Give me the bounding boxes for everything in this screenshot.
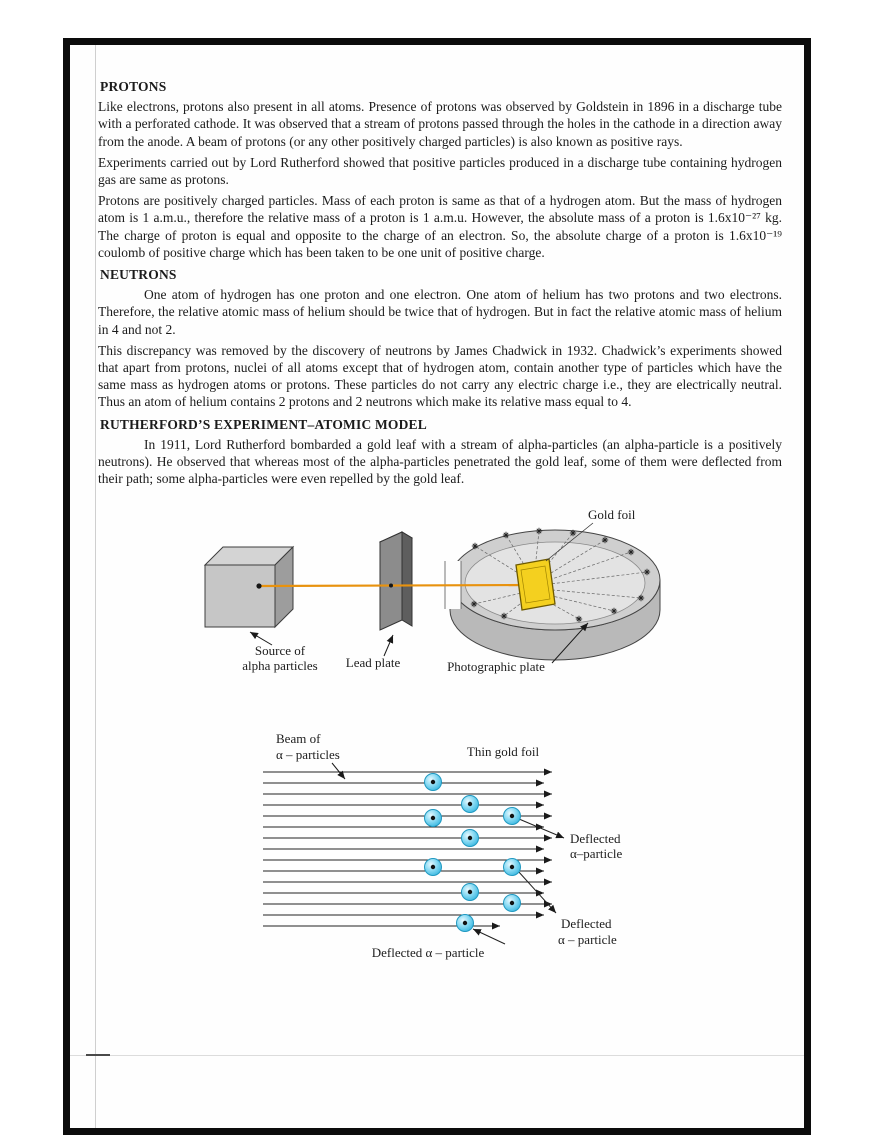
paragraph-protons-2: Experiments carried out by Lord Rutherford showed that positive particles produced in a discharge tube containing hydrogen gas are same as protons. bbox=[98, 154, 782, 188]
heading-protons: PROTONS bbox=[100, 79, 167, 94]
gold-foil-label: Gold foil bbox=[588, 507, 636, 523]
paragraph-protons-3: Protons are positively charged particles. Mass of each proton is same as that of a hydrogen atom. But the mass of hydrogen atom is 1 a.m.u., therefore the relative mass of a proton is 1 a.m.u. However, the absolute mass of a proton is 1.6x10⁻²⁷ kg. The charge of proton is equal and opposite to the charge of an electron. So, the absolute charge of a proton is 1.6x10⁻¹⁹ coulomb of positive charge which has been taken to be one unit of positive charge. bbox=[98, 193, 782, 260]
gold-foil-scattering-diagram bbox=[260, 727, 660, 967]
heading-neutrons: NEUTRONS bbox=[100, 267, 177, 283]
paragraph-neutrons-2: This discrepancy was removed by the discovery of neutrons by James Chadwick in 1932. Chadwick’s experiments showed that apart from protons, nuclei of all atoms except that of hydrogen atom, contain another type of particles which have the same mass as hydrogen atoms or protons. These particles do not carry any electric charge i.e., they are electrically neutral. Thus an atom of helium contains 2 protons and 2 neutrons which make its relative mass equal to 4. bbox=[98, 342, 782, 410]
alpha-beam-line bbox=[259, 585, 532, 586]
footer-tick bbox=[86, 1054, 110, 1056]
source-aperture-dot bbox=[256, 584, 261, 589]
beam-label-line2: α – particles bbox=[276, 746, 340, 762]
photographic-plate-label: Photographic plate bbox=[447, 659, 545, 675]
deflected-label-bottom: Deflected α – particle bbox=[371, 944, 485, 960]
heading-rutherford-experiment: RUTHERFORD’S EXPERIMENT–ATOMIC MODEL bbox=[100, 416, 427, 432]
lead-plate-label: Lead plate bbox=[345, 655, 401, 671]
gold-foil-shape bbox=[516, 559, 555, 610]
deflected-label-2-line1: Deflected bbox=[561, 915, 612, 931]
deflected-label-1-line2: α–particle bbox=[570, 845, 623, 861]
paragraph-neutrons-1: One atom of hydrogen has one proton and one electron. One atom of helium has two protons and two electrons. Therefore, the relative atomic mass of helium should be twice that of hydrogen. But in fact the relative atomic mass of helium in 4 and not 2. bbox=[98, 287, 782, 337]
deflected-label-1-line1: Deflected bbox=[570, 830, 621, 846]
lead-plate-shape bbox=[380, 532, 412, 630]
figure-gold-foil-scattering bbox=[260, 727, 782, 971]
gold-atoms bbox=[425, 773, 521, 931]
lead-plate-slit-dot bbox=[389, 584, 393, 588]
textbook-page-content bbox=[98, 73, 782, 971]
footer-rule bbox=[70, 1055, 804, 1056]
paragraph-rutherford-1: In 1911, Lord Rutherford bombarded a gold leaf with a stream of alpha-particles (an alpha-particle is a positively neutrons). He observed that whereas most of the alpha-particles penetrated the gold leaf, some of them were deflected from their path; some alpha-particles were even repelled by the gold leaf. bbox=[98, 436, 782, 487]
margin-line bbox=[95, 45, 96, 1128]
source-label-line1: Source of bbox=[254, 643, 306, 659]
paragraph-protons-1: Like electrons, protons also present in all atoms. Presence of protons was observed by Goldstein in 1896 in a discharge tube with a perforated cathode. It was observed that a stream of protons passed through the holes in the cathode in a direction away from the anode. A beam of protons (or any other positively charged particles) is also known as positive rays. bbox=[98, 99, 782, 149]
figure-rutherford-apparatus bbox=[160, 505, 782, 684]
source-label-line2: alpha particles bbox=[242, 658, 318, 674]
rutherford-apparatus-diagram bbox=[160, 505, 680, 680]
page-frame bbox=[63, 38, 811, 1135]
beam-label-line1: Beam of bbox=[276, 730, 321, 746]
deflected-label-2-line2: α – particle bbox=[558, 931, 617, 947]
thin-gold-foil-label: Thin gold foil bbox=[466, 743, 540, 759]
